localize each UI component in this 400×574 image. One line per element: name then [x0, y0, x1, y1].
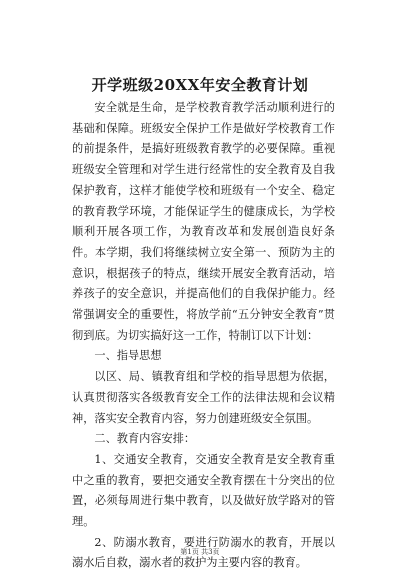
section-heading-content-arrangement: 二、教育内容安排： — [94, 432, 196, 446]
document-title: 开学班级20XX年安全教育计划 — [91, 76, 309, 94]
section-heading-guiding-ideology: 一、指导思想 — [94, 349, 162, 363]
paragraph-guiding-ideology: 以区、局、镇教育组和学校的指导思想为依据，认真贯彻落实各级教育安全工作的法律法规和会议精神，落实安全教育内容，努力创建班级安全氛围。 — [72, 370, 335, 425]
document-body — [72, 98, 335, 574]
paragraph-traffic-safety: 1、交通安全教育，交通安全教育是安全教育重中之重的教育，要把交通安全教育摆在十分突出的位置，必须每周进行集中教育，以及做好放学路对的管理。 — [72, 452, 335, 529]
page-footer: 第1页 共3页 — [180, 548, 220, 556]
paragraph-drowning-prevention: 2、防溺水教育，要进行防溺水的教育，开展以溺水后自救，溺水者的救护为主要内容的教育。 — [72, 535, 335, 570]
paragraph-intro: 安全就是生命，是学校教育教学活动顺利进行的基础和保障。班级安全保护工作是做好学校教育工作的前提条件，是搞好班级教育教学的必要保障。重视班级安全管理和对学生进行经常性的安全教育及自我保护教育，这样才能使学校和班级有一个安全、稳定的教育教学环境，才能保证学生的健康成长，为学校顺利开展各项工作，为教育改革和发展创造良好条件。本学期，我们将继续树立安全第一、预防为主的意识，根据孩子的特点，继续开展安全教育活动，培养孩子的安全意识，并提高他们的自我保护能力。经常强调安全的重要性，将放学前“五分钟安全教育”贯彻到底。为切实搞好这一工作，特制订以下计划： — [72, 101, 335, 342]
